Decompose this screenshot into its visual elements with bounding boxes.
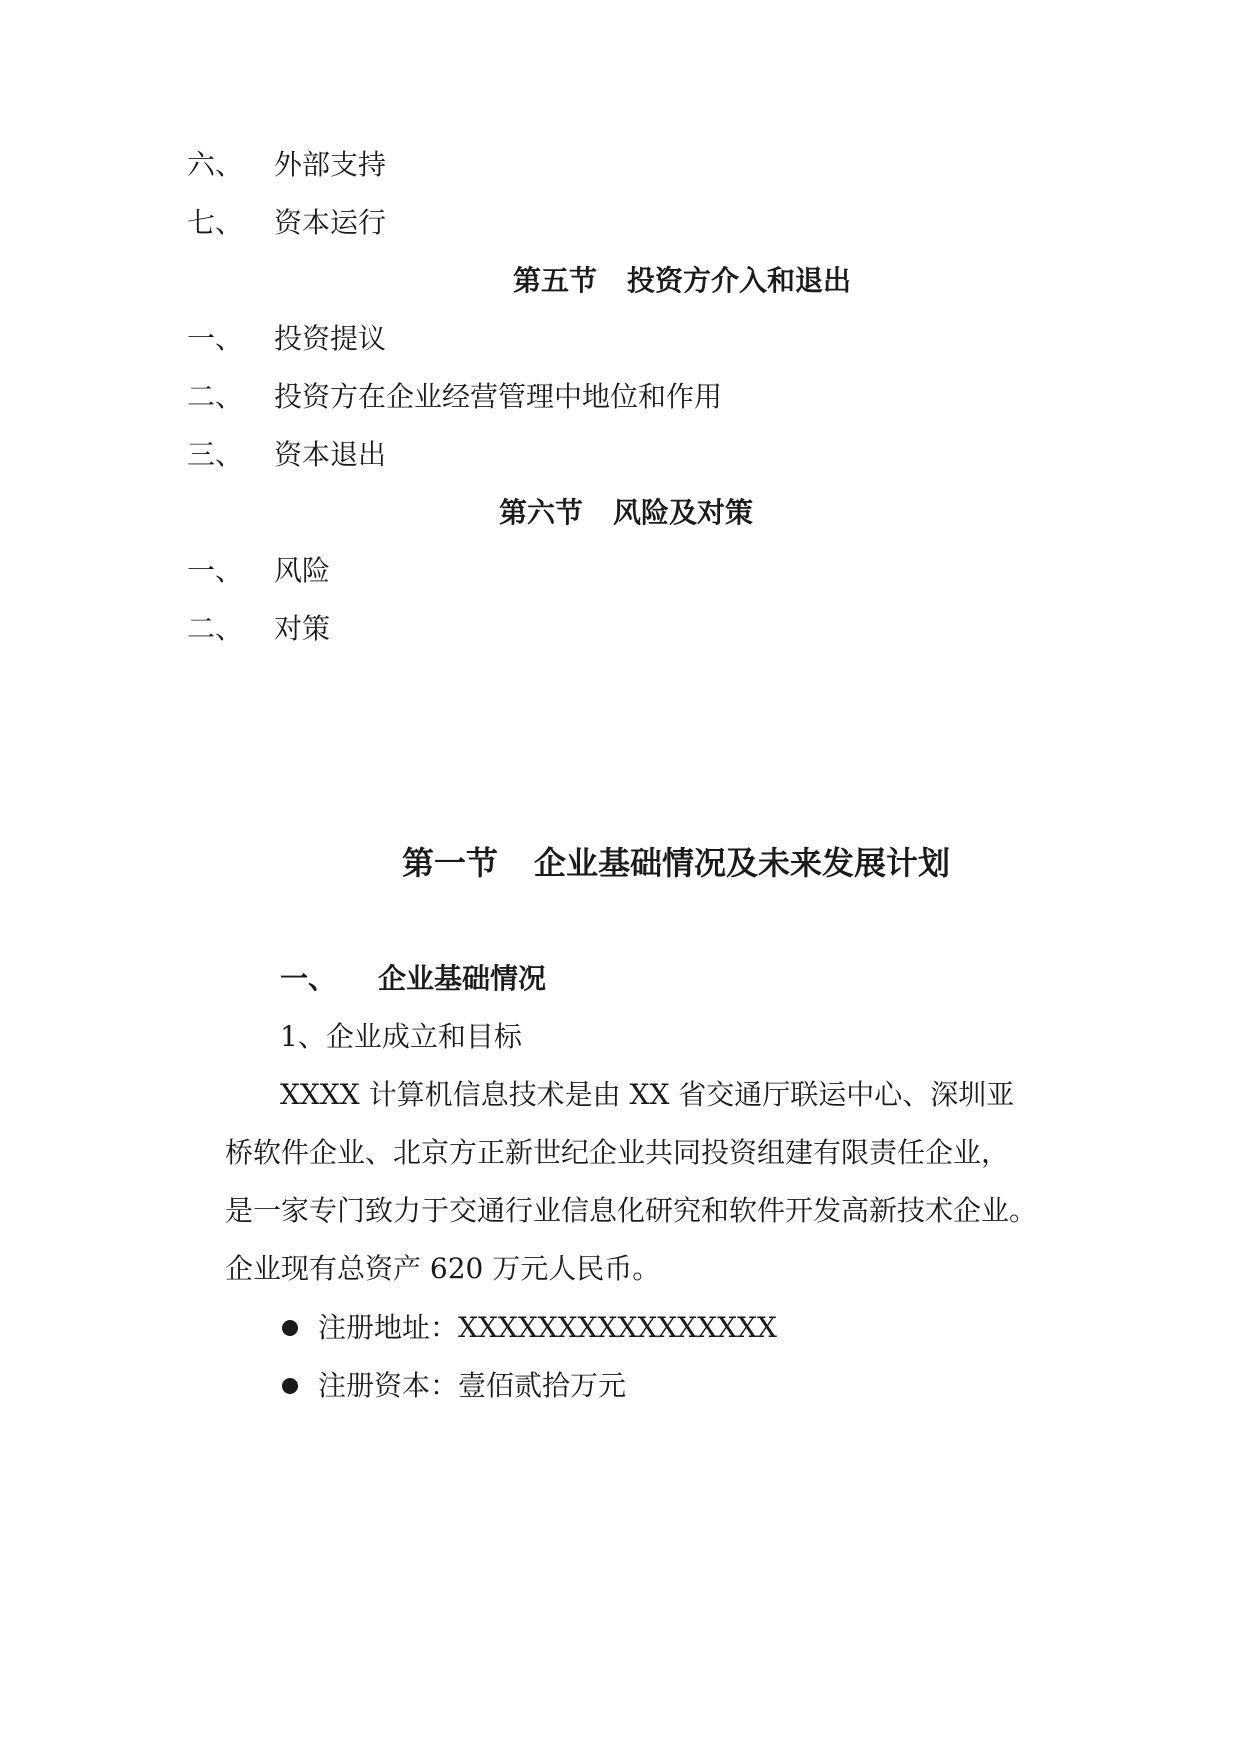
paragraph-line: XXXX 计算机信息技术是由 XX 省交通厅联运中心、深圳亚 <box>280 1078 1015 1111</box>
subsection-title: 企业基础情况 <box>378 962 547 995</box>
toc-item-number: 三、 <box>187 438 244 471</box>
toc-item-text: 对策 <box>274 612 331 645</box>
paragraph-line: 桥软件企业、北京方正新世纪企业共同投资组建有限责任企业， <box>225 1136 1010 1169</box>
toc-item-number: 一、 <box>187 554 244 587</box>
toc-item-text: 投资提议 <box>274 322 387 355</box>
toc-item-text: 外部支持 <box>274 148 387 181</box>
bullet-icon <box>282 1378 298 1394</box>
toc-section-title: 风险及对策 <box>613 496 754 529</box>
chapter-title <box>402 843 950 883</box>
chapter-label: 第一节 <box>402 844 499 882</box>
toc-item-number: 一、 <box>187 322 244 355</box>
toc-item-number: 二、 <box>187 612 244 645</box>
toc-section-title: 投资方介入和退出 <box>627 264 852 297</box>
bullet-icon <box>282 1320 298 1336</box>
bullet-label: 注册地址： <box>318 1311 459 1344</box>
bullet-value: 壹佰贰拾万元 <box>458 1369 627 1402</box>
subsection-heading <box>280 961 546 997</box>
toc-section-label: 第五节 <box>513 264 598 297</box>
toc-item-number: 六、 <box>187 148 244 181</box>
toc-item-text: 资本运行 <box>274 206 387 239</box>
toc-section-heading <box>513 263 851 299</box>
bullet-value: XXXXXXXXXXXXXXXX <box>458 1311 777 1344</box>
toc-item-number: 七、 <box>187 206 244 239</box>
paragraph-line: 是一家专门致力于交通行业信息化研究和软件开发高新技术企业。 <box>225 1194 1038 1227</box>
toc-item-text: 投资方在企业经营管理中地位和作用 <box>274 380 723 413</box>
subsection-number: 一、 <box>280 962 337 995</box>
toc-item-number: 二、 <box>187 380 244 413</box>
paragraph-line: 企业现有总资产 620 万元人民币。 <box>225 1252 661 1285</box>
toc-item-text: 资本退出 <box>274 438 387 471</box>
chapter-title-text: 企业基础情况及未来发展计划 <box>534 844 951 882</box>
toc-section-label: 第六节 <box>499 496 584 529</box>
item-heading: 1、企业成立和目标 <box>280 1020 522 1053</box>
toc-item-text: 风险 <box>274 554 331 587</box>
toc-section-heading <box>499 495 753 531</box>
bullet-label: 注册资本： <box>318 1369 459 1402</box>
